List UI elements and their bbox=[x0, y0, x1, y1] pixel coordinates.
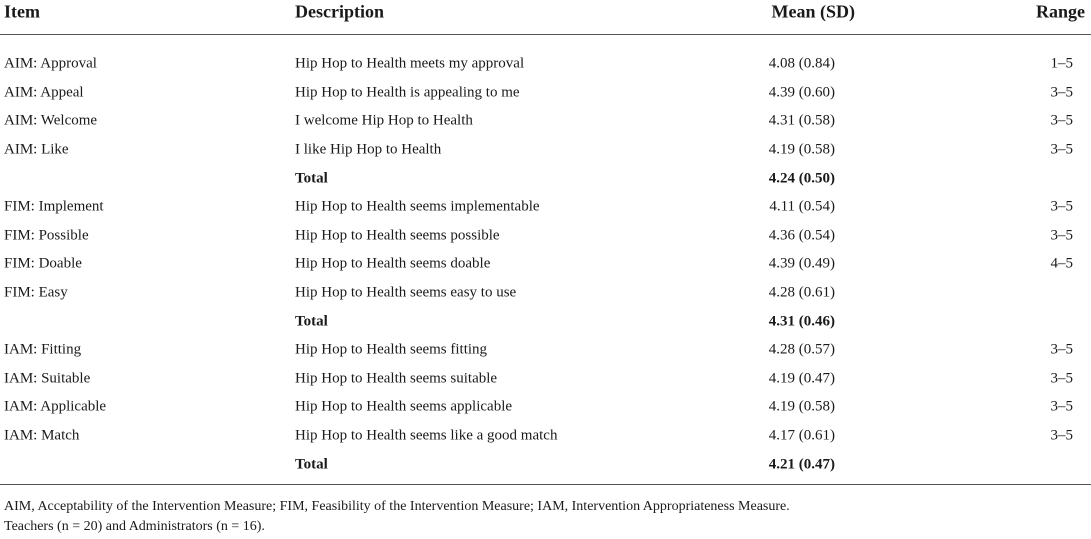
table-total-row bbox=[0, 164, 1091, 193]
header-description: Description bbox=[295, 1, 384, 22]
cell-mean: 4.21 (0.47) bbox=[768, 456, 835, 473]
cell-item: FIM: Possible bbox=[4, 227, 89, 244]
cell-mean: 4.19 (0.58) bbox=[768, 398, 835, 415]
cell-mean: 4.17 (0.61) bbox=[768, 427, 835, 444]
bottom-rule bbox=[0, 484, 1091, 485]
table-row bbox=[0, 193, 1091, 222]
cell-item: FIM: Implement bbox=[4, 198, 104, 215]
cell-range: 3–5 bbox=[1050, 84, 1073, 101]
cell-mean: 4.39 (0.60) bbox=[768, 84, 835, 101]
cell-range: 3–5 bbox=[1050, 398, 1073, 415]
cell-description: Hip Hop to Health seems suitable bbox=[295, 370, 498, 387]
table-row bbox=[0, 393, 1091, 422]
cell-mean: 4.28 (0.61) bbox=[768, 284, 835, 301]
results-table bbox=[0, 0, 1091, 26]
cell-mean: 4.19 (0.47) bbox=[768, 370, 835, 387]
header-range: Range bbox=[1036, 1, 1085, 22]
table-body bbox=[0, 50, 1091, 479]
cell-item: AIM: Like bbox=[4, 141, 69, 158]
cell-description: Total bbox=[295, 170, 328, 187]
cell-description: Hip Hop to Health seems fitting bbox=[295, 341, 488, 358]
footnote-abbreviations: AIM, Acceptability of the Intervention Measure; FIM, Feasibility of the Intervention Measure; IAM, Intervention Appropriateness Measure. bbox=[4, 499, 790, 514]
table-row bbox=[0, 336, 1091, 365]
cell-item: AIM: Approval bbox=[4, 55, 97, 72]
cell-range: 3–5 bbox=[1050, 112, 1073, 129]
table-row bbox=[0, 279, 1091, 308]
cell-range: 4–5 bbox=[1050, 255, 1073, 272]
cell-description: Total bbox=[295, 313, 328, 330]
cell-mean: 4.11 (0.54) bbox=[769, 198, 835, 215]
cell-description: Hip Hop to Health is appealing to me bbox=[295, 84, 520, 101]
header-item: Item bbox=[4, 1, 40, 22]
cell-description: Total bbox=[295, 456, 328, 473]
cell-item: IAM: Applicable bbox=[4, 398, 107, 415]
cell-description: Hip Hop to Health seems possible bbox=[295, 227, 500, 244]
cell-description: Hip Hop to Health seems easy to use bbox=[295, 284, 517, 301]
cell-description: I welcome Hip Hop to Health bbox=[295, 112, 473, 129]
cell-mean: 4.24 (0.50) bbox=[768, 170, 835, 187]
cell-description: Hip Hop to Health seems implementable bbox=[295, 198, 540, 215]
cell-item: FIM: Doable bbox=[4, 255, 82, 272]
cell-description: Hip Hop to Health seems applicable bbox=[295, 398, 513, 415]
cell-item: FIM: Easy bbox=[4, 284, 68, 301]
table-row bbox=[0, 222, 1091, 251]
cell-range: 3–5 bbox=[1050, 141, 1073, 158]
cell-description: Hip Hop to Health meets my approval bbox=[295, 55, 525, 72]
footnote-sample: Teachers (n = 20) and Administrators (n = 16). bbox=[4, 519, 265, 534]
cell-description: Hip Hop to Health seems like a good match bbox=[295, 427, 558, 444]
table-row bbox=[0, 136, 1091, 165]
cell-range: 1–5 bbox=[1050, 55, 1073, 72]
cell-mean: 4.39 (0.49) bbox=[768, 255, 835, 272]
cell-mean: 4.28 (0.57) bbox=[768, 341, 835, 358]
cell-range: 3–5 bbox=[1050, 370, 1073, 387]
table-row bbox=[0, 365, 1091, 394]
cell-item: AIM: Appeal bbox=[4, 84, 84, 101]
cell-description: I like Hip Hop to Health bbox=[295, 141, 442, 158]
header-rule bbox=[0, 34, 1091, 35]
table-total-row bbox=[0, 307, 1091, 336]
table-row bbox=[0, 79, 1091, 108]
cell-description: Hip Hop to Health seems doable bbox=[295, 255, 491, 272]
table-header-row bbox=[0, 0, 1091, 26]
cell-item: IAM: Fitting bbox=[4, 341, 82, 358]
cell-range: 3–5 bbox=[1050, 198, 1073, 215]
cell-range: 3–5 bbox=[1050, 341, 1073, 358]
cell-mean: 4.08 (0.84) bbox=[768, 55, 835, 72]
cell-mean: 4.31 (0.46) bbox=[768, 313, 835, 330]
cell-range: 3–5 bbox=[1050, 227, 1073, 244]
table-row bbox=[0, 107, 1091, 136]
cell-item: IAM: Suitable bbox=[4, 370, 91, 387]
cell-mean: 4.36 (0.54) bbox=[768, 227, 835, 244]
table-row bbox=[0, 422, 1091, 451]
cell-item: IAM: Match bbox=[4, 427, 80, 444]
cell-mean: 4.19 (0.58) bbox=[768, 141, 835, 158]
table-row bbox=[0, 50, 1091, 79]
cell-range: 3–5 bbox=[1050, 427, 1073, 444]
cell-item: AIM: Welcome bbox=[4, 112, 98, 129]
cell-mean: 4.31 (0.58) bbox=[768, 112, 835, 129]
table-row bbox=[0, 250, 1091, 279]
header-mean: Mean (SD) bbox=[771, 1, 855, 22]
table-total-row bbox=[0, 450, 1091, 479]
